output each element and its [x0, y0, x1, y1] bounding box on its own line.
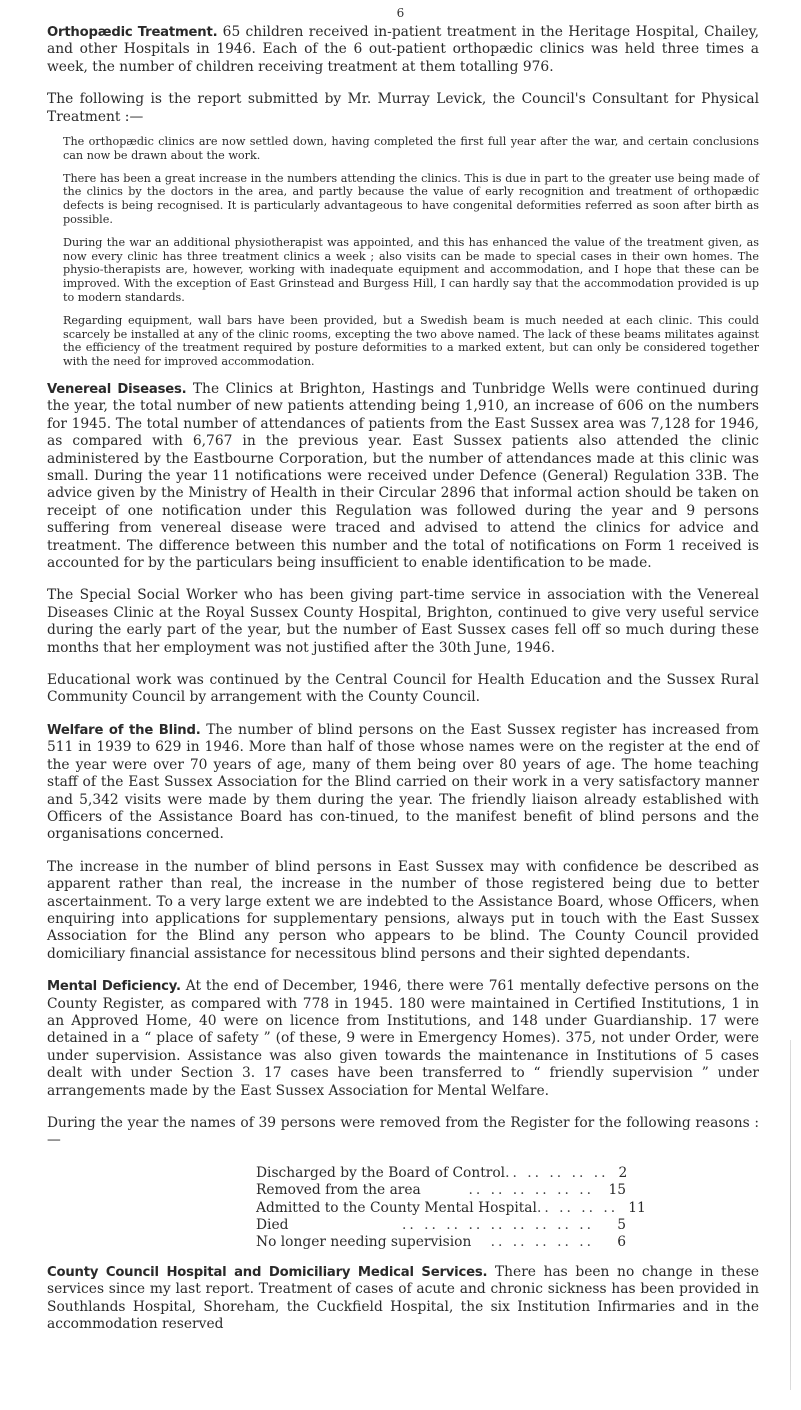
reason-count: 5	[617, 1217, 626, 1234]
removal-reasons-list	[256, 1164, 646, 1252]
report-intro: The following is the report submitted by Mr. Murray Levick, the Council's Consultant for Physical Treatment :—	[47, 91, 759, 125]
blind-increase-paragraph: The increase in the number of blind persons in East Sussex may with confidence be described as apparent rather than real, the increase in the number of those registered being due to better ascertainment. To a very large extent we are indebted to the Assistance Board, whose Officers, when enquiring into applications for supplementary pensions, always put in touch with the East Sussex Association for the Blind any person who appears to be blind. The County Council provided domiciliary financial assistance for necessitous blind persons and their sighted dependants.	[47, 858, 759, 962]
leader-dots: .. .. .. ..	[536, 1199, 619, 1216]
report-paragraph-4: Regarding equipment, wall bars have been provided, but a Swedish beam is much needed at each clinic. This could scarcely be installed at any of the clinic rooms, excepting the two above named. The lack of these beams militates against the efficiency of the treatment required by posture deformities to a marked extent, but can only be considered together with the need for improved accommodation.	[63, 313, 759, 369]
venereal-heading: Venereal Diseases.	[47, 381, 187, 397]
report-paragraph-2: There has been a great increase in the numbers attending the clinics. This is due in part to the greater use being made of the clinics by the doctors in the area, and partly because the value of early recognition and treatment of orthopædic defects is being recognised. It is particularly advantageous to have congenital deformities referred as soon after birth as possible.	[63, 171, 759, 227]
mental-paragraph	[47, 978, 759, 1100]
reason-label: No longer needing supervision	[256, 1234, 472, 1251]
removal-reason-row	[256, 1199, 646, 1217]
orthopaedic-heading: Orthopædic Treatment.	[47, 25, 218, 40]
county-hospital-heading: County Council Hospital and Domiciliary Medical Services.	[47, 1264, 488, 1280]
removal-reason-row	[256, 1217, 626, 1234]
reason-count: 15	[608, 1182, 626, 1199]
reason-label: Died	[256, 1217, 289, 1234]
page-edge-shadow	[790, 1040, 791, 1390]
venereal-paragraph	[47, 381, 759, 572]
county-hospital-text: There has been no change in these services since my last report. Treatment of cases of acute and chronic sickness has been provided in Southlands Hospital, Shoreham, the Cuckfield Hospital, the six Institution Infirmaries and in the accommodation reserved	[47, 1263, 759, 1333]
orthopaedic-paragraph	[47, 24, 759, 76]
reason-label: Admitted to the County Mental Hospital	[256, 1199, 537, 1216]
mental-heading: Mental Deficiency.	[47, 979, 181, 995]
removal-intro: During the year the names of 39 persons were removed from the Register for the following reasons :—	[47, 1115, 759, 1149]
educational-paragraph: Educational work was continued by the Central Council for Health Education and the Sussex Rural Community Council by arrangement with the County Council.	[47, 672, 759, 706]
blind-paragraph	[47, 722, 759, 844]
page-number: 6	[396, 6, 405, 20]
report-paragraph-3: During the war an additional physiotherapist was appointed, and this has enhanced the value of the treatment given, as now every clinic has three treatment clinics a week ; also visits can be made to special cases in their own homes. The physio-therapists are, however, working with inadequate equipment and accommodation, and I hope that these can be improved. With the exception of East Grinstead and Burgess Hill, I can hardly say that the accommodation provided is up to modern standards.	[63, 235, 759, 304]
blind-text: The number of blind persons on the East Sussex register has increased from 511 in 1939 to 629 in 1946. More than half of those whose names were on the register at the end of the year were over 70 years of age, many of them being over 80 years of age. The home teaching staff of the East Sussex Association for the Blind carried on their work in a very satisfactory manner and 5,342 visits were made by them during the year. The friendly liaison already established with Officers of the Assistance Board has con-tinued, to the manifest benefit of blind persons and the organisations concerned.	[47, 721, 760, 843]
leader-dots: .. .. .. .. .. ..	[468, 1182, 594, 1199]
removal-reason-row	[256, 1165, 626, 1182]
blind-heading: Welfare of the Blind.	[47, 722, 201, 738]
page-content	[47, 24, 759, 1333]
reason-count: 11	[628, 1199, 646, 1216]
orthopaedic-text: 65 children received in-patient treatment in the Heritage Hospital, Chailey, and other Hospitals in 1946. Each of the 6 out-patient orthopædic clinics was held three times a week, the number of children receiving treatment at them totalling 976.	[47, 24, 760, 75]
leader-dots: .. .. .. .. .. .. .. .. ..	[401, 1217, 594, 1234]
reason-count: 2	[618, 1164, 628, 1181]
leader-dots: .. .. .. .. ..	[490, 1234, 594, 1251]
reason-label: Discharged by the Board of Control	[256, 1164, 506, 1181]
mental-text: At the end of December, 1946, there were 761 mentally defective persons on the County Register, as compared with 778 in 1945. 180 were maintained in Certified Institutions, 1 in an Approved Home, 40 were on licence from Institutions, and 148 under Guardianship. 17 were detained in a “ place of safety ” (of these, 9 were in Emergency Homes). 375, not under Order, were under supervision. Assistance was also given towards the maintenance in Institutions of 5 cases dealt with under Section 3. 17 cases have been transferred to “ friendly supervision ” under arrangements made by the East Sussex Association for Mental Welfare.	[47, 978, 759, 1099]
reason-label: Removed from the area	[256, 1182, 421, 1199]
reason-count: 6	[617, 1234, 626, 1251]
venereal-text: The Clinics at Brighton, Hastings and Tunbridge Wells were continued during the year, the total number of new patients attending being 1,910, an increase of 606 on the numbers for 1945. The total number of attendances of patients from the East Sussex area was 7,128 for 1946, as compared with 6,767 in the previous year. East Sussex patients also attended the clinic administered by the Eastbourne Corporation, but the number of attendances made at this clinic was small. During the year 11 notifications were received under Defence (General) Regulation 33B. The advice given by the Ministry of Health in their Circular 2896 that informal action should be taken on receipt of one notification under this Regulation was followed during the year and 9 persons suffering from venereal disease were traced and advised to attend the clinics for advice and treatment. The difference between this number and the total of notifications on Form 1 received is accounted for by the particulars being insufficient to enable identification to be made.	[47, 380, 759, 572]
report-paragraph-1: The orthopædic clinics are now settled down, having completed the first full year after the war, and certain conclusions can now be drawn about the work.	[63, 135, 759, 162]
removal-reason-row	[256, 1234, 626, 1251]
leader-dots: .. .. .. .. ..	[505, 1164, 609, 1181]
social-worker-paragraph: The Special Social Worker who has been giving part-time service in association with the Venereal Diseases Clinic at the Royal Sussex County Hospital, Brighton, continued to give very useful service during the early part of the year, but the number of East Sussex cases fell off so much during these months that her employment was not justified after the 30th June, 1946.	[47, 587, 759, 656]
county-hospital-paragraph	[47, 1264, 759, 1334]
removal-reason-row	[256, 1182, 626, 1199]
